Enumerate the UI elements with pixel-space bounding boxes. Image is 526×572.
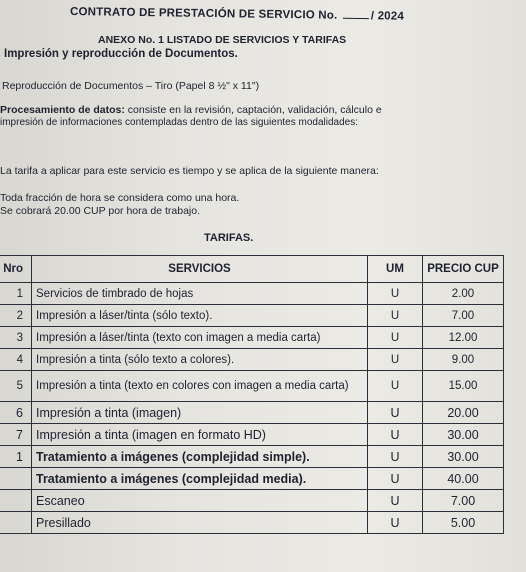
row-precio: 9.00 (423, 349, 504, 371)
row-um: U (368, 468, 423, 490)
row-nro: 1 (0, 283, 32, 305)
annex-title: ANEXO No. 1 LISTADO DE SERVICIOS Y TARIFAS (98, 34, 347, 46)
header-servicios: SERVICIOS (32, 256, 368, 283)
row-um: U (368, 371, 423, 402)
row-nro: 6 (0, 402, 32, 424)
row-servicio: Escaneo (32, 490, 368, 512)
row-nro (0, 468, 32, 490)
row-um: U (368, 283, 423, 305)
row-precio: 5.00 (423, 512, 504, 534)
table-row (0, 371, 504, 402)
header-nro: Nro (0, 256, 32, 283)
table-row (0, 446, 504, 468)
tarifas-title: TARIFAS. (204, 232, 254, 244)
row-um: U (368, 402, 423, 424)
row-servicio: Impresión a tinta (imagen en formato HD) (32, 424, 368, 446)
section-reproduccion: Reproducción de Documentos – Tiro (Papel 8 ½" x 11") (2, 80, 260, 92)
row-servicio: Tratamiento a imágenes (complejidad media). (32, 468, 368, 490)
row-nro: 1 (0, 446, 32, 468)
row-um: U (368, 349, 423, 371)
row-precio: 12.00 (423, 327, 504, 349)
tarifas-table (0, 255, 504, 534)
row-precio: 30.00 (423, 424, 504, 446)
table-header-row (0, 256, 504, 283)
row-um: U (368, 512, 423, 534)
row-um: U (368, 327, 423, 349)
cobrara-text: Se cobrará 20.00 CUP por hora de trabajo. (0, 205, 201, 217)
row-nro: 4 (0, 349, 32, 371)
row-precio: 7.00 (423, 305, 504, 327)
row-um: U (368, 305, 423, 327)
header-um: UM (368, 256, 423, 283)
section-procesamiento (0, 104, 382, 116)
procesamiento-label: Procesamiento de datos: (0, 104, 125, 116)
row-nro: 3 (0, 327, 32, 349)
row-servicio: Tratamiento a imágenes (complejidad simple). (32, 446, 368, 468)
table-row (0, 490, 504, 512)
row-precio: 30.00 (423, 446, 504, 468)
procesamiento-text-2: impresión de informaciones contempladas dentro de las siguientes modalidades: (0, 117, 358, 128)
tarifa-text: La tarifa a aplicar para este servicio es tiempo y se aplica de la siguiente manera: (0, 165, 379, 177)
procesamiento-text: consiste en la revisión, captación, validación, cálculo e (124, 104, 382, 116)
row-um: U (368, 490, 423, 512)
fraccion-text: Toda fracción de hora se considera como una hora. (0, 192, 240, 204)
section-impresion: Impresión y reproducción de Documentos. (4, 48, 238, 60)
contract-number-blank (343, 18, 369, 19)
row-precio: 7.00 (423, 490, 504, 512)
row-servicio: Servicios de timbrado de hojas (32, 283, 368, 305)
table-row (0, 424, 504, 446)
row-servicio: Impresión a láser/tinta (sólo texto). (32, 305, 368, 327)
row-servicio: Impresión a tinta (texto en colores con imagen a media carta) (32, 371, 368, 402)
row-nro: 5 (0, 371, 32, 402)
table-row (0, 468, 504, 490)
header-precio: PRECIO CUP (423, 256, 504, 283)
table-row (0, 305, 504, 327)
row-servicio: Impresión a láser/tinta (texto con imagen a media carta) (32, 327, 368, 349)
row-precio: 40.00 (423, 468, 504, 490)
row-nro (0, 512, 32, 534)
table-row (0, 327, 504, 349)
row-um: U (368, 424, 423, 446)
table-row (0, 349, 504, 371)
row-precio: 2.00 (423, 283, 504, 305)
table-row (0, 402, 504, 424)
table-row (0, 283, 504, 305)
row-nro: 7 (0, 424, 32, 446)
row-servicio: Presillado (32, 512, 368, 534)
contract-year: / 2024 (370, 10, 405, 23)
row-nro: 2 (0, 305, 32, 327)
row-um: U (368, 446, 423, 468)
row-precio: 20.00 (423, 402, 504, 424)
table-row (0, 512, 504, 534)
row-precio: 15.00 (423, 371, 504, 402)
contract-title (70, 6, 404, 23)
row-servicio: Impresión a tinta (sólo texto a colores). (32, 349, 368, 371)
contract-title-text: CONTRATO DE PRESTACIÓN DE SERVICIO No. (69, 6, 338, 22)
row-nro (0, 490, 32, 512)
row-servicio: Impresión a tinta (imagen) (32, 402, 368, 424)
